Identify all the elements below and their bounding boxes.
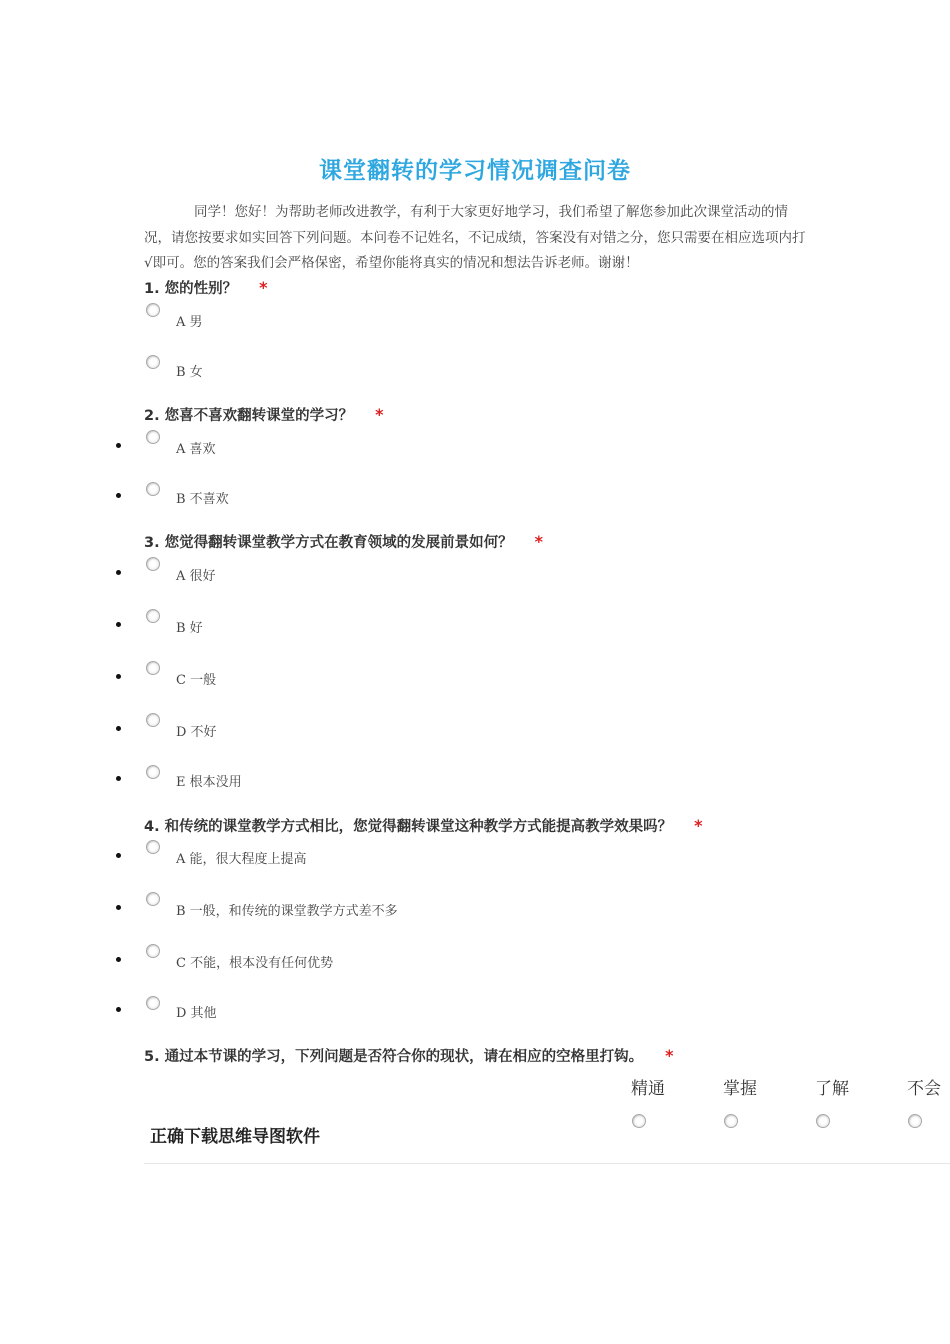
survey-intro bbox=[144, 200, 808, 277]
matrix-col-header: 不会 bbox=[907, 1079, 941, 1099]
question-4 bbox=[144, 815, 703, 836]
q4-option-b-radio[interactable] bbox=[146, 892, 160, 906]
q2-option-a-label: A 喜欢 bbox=[176, 442, 216, 457]
question-3 bbox=[144, 531, 543, 552]
question-5-label: 5. 通过本节课的学习，下列问题是否符合你的现状，请在相应的空格里打钩。 bbox=[144, 1049, 644, 1065]
q1-option-b-label: B 女 bbox=[176, 365, 203, 380]
list-bullet bbox=[116, 443, 121, 448]
list-bullet bbox=[116, 853, 121, 858]
q3-option-c-label: C 一般 bbox=[176, 673, 217, 688]
matrix-row-label: 正确下载思维导图软件 bbox=[150, 1127, 320, 1147]
q3-option-a-radio[interactable] bbox=[146, 557, 160, 571]
q4-option-c-radio[interactable] bbox=[146, 944, 160, 958]
q3-option-b-label: B 好 bbox=[176, 621, 203, 636]
matrix-radio-mastered[interactable] bbox=[724, 1114, 738, 1128]
question-3-label: 3. 您觉得翻转课堂教学方式在教育领域的发展前景如何？ bbox=[144, 535, 513, 551]
matrix-col-header: 了解 bbox=[815, 1079, 849, 1099]
list-bullet bbox=[116, 493, 121, 498]
question-1 bbox=[144, 277, 268, 298]
q2-option-b-radio[interactable] bbox=[146, 482, 160, 496]
question-4-label: 4. 和传统的课堂教学方式相比，您觉得翻转课堂这种教学方式能提高教学效果吗？ bbox=[144, 819, 673, 835]
q3-option-a-label: A 很好 bbox=[176, 569, 216, 584]
question-2 bbox=[144, 404, 384, 425]
list-bullet bbox=[116, 622, 121, 627]
q2-option-b-label: B 不喜欢 bbox=[176, 492, 229, 507]
q3-option-c-radio[interactable] bbox=[146, 661, 160, 675]
list-bullet bbox=[116, 905, 121, 910]
matrix-radio-understood[interactable] bbox=[816, 1114, 830, 1128]
q3-option-b-radio[interactable] bbox=[146, 609, 160, 623]
list-bullet bbox=[116, 776, 121, 781]
q2-option-a-radio[interactable] bbox=[146, 430, 160, 444]
q3-option-d-radio[interactable] bbox=[146, 713, 160, 727]
matrix-col-header: 掌握 bbox=[723, 1079, 757, 1099]
matrix-row-divider bbox=[144, 1163, 950, 1164]
q4-option-d-radio[interactable] bbox=[146, 996, 160, 1010]
list-bullet bbox=[116, 726, 121, 731]
matrix-radio-unable[interactable] bbox=[908, 1114, 922, 1128]
list-bullet bbox=[116, 570, 121, 575]
list-bullet bbox=[116, 957, 121, 962]
required-mark: * bbox=[694, 816, 703, 835]
survey-title: 课堂翻转的学习情况调查问卷 bbox=[319, 158, 631, 184]
q4-option-d-label: D 其他 bbox=[176, 1006, 217, 1021]
question-5 bbox=[144, 1045, 674, 1066]
q4-option-c-label: C 不能，根本没有任何优势 bbox=[176, 956, 334, 971]
question-1-label: 1. 您的性别？ bbox=[144, 281, 238, 297]
q3-option-e-label: E 根本没用 bbox=[176, 775, 242, 790]
q4-option-a-radio[interactable] bbox=[146, 840, 160, 854]
q1-option-a-label: A 男 bbox=[176, 315, 203, 330]
q4-option-b-label: B 一般，和传统的课堂教学方式差不多 bbox=[176, 904, 398, 919]
required-mark: * bbox=[259, 278, 268, 297]
question-2-label: 2. 您喜不喜欢翻转课堂的学习？ bbox=[144, 408, 354, 424]
required-mark: * bbox=[534, 532, 544, 551]
list-bullet bbox=[116, 1007, 121, 1012]
matrix-radio-expert[interactable] bbox=[632, 1114, 646, 1128]
q3-option-e-radio[interactable] bbox=[146, 765, 160, 779]
required-mark: * bbox=[665, 1046, 674, 1065]
q4-option-a-label: A 能，很大程度上提高 bbox=[176, 852, 307, 867]
q3-option-d-label: D 不好 bbox=[176, 725, 217, 740]
q1-option-a-radio[interactable] bbox=[146, 303, 160, 317]
list-bullet bbox=[116, 674, 121, 679]
required-mark: * bbox=[375, 405, 384, 424]
matrix-col-header: 精通 bbox=[631, 1079, 665, 1099]
intro-text: 同学！您好！为帮助老师改进教学，有利于大家更好地学习，我们希望了解您参加此次课堂活动的情况，请您按要求如实回答下列问题。本问卷不记姓名，不记成绩，答案没有对错之分，您只需要在相应选项内打√即可。您的答案我们会严格保密，希望你能将真实的情况和想法告诉老师。谢谢！ bbox=[144, 204, 806, 271]
q1-option-b-radio[interactable] bbox=[146, 355, 160, 369]
